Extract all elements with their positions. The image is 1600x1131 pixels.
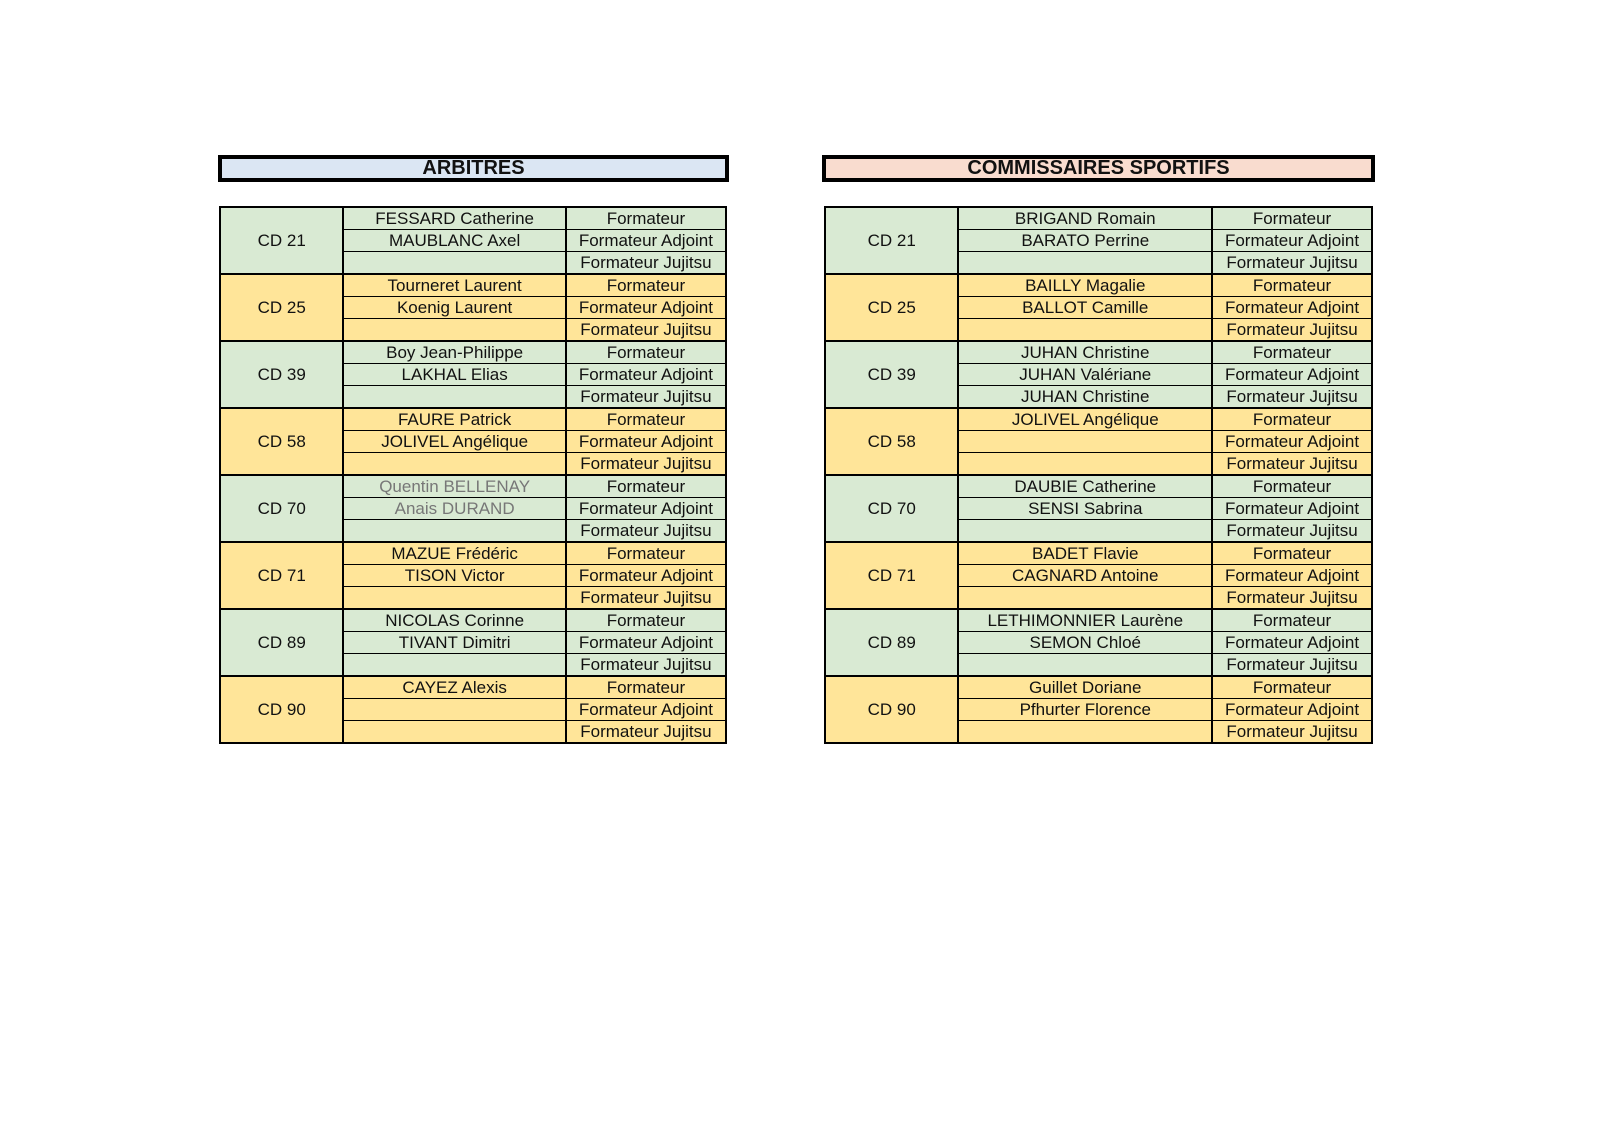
committee-cell: CD 58 [825, 408, 958, 475]
table-row [825, 676, 1372, 699]
person-name-cell: MAZUE Frédéric [343, 542, 565, 565]
person-name-cell: Pfhurter Florence [958, 699, 1212, 721]
role-cell: Formateur [566, 475, 726, 498]
person-name-cell: BRIGAND Romain [958, 207, 1212, 230]
role-cell: Formateur [566, 207, 726, 230]
role-cell: Formateur Adjoint [1212, 431, 1372, 453]
role-cell: Formateur Jujitsu [566, 319, 726, 342]
person-name-cell [343, 453, 565, 476]
person-name-cell: Quentin BELLENAY [343, 475, 565, 498]
committee-cell: CD 21 [220, 207, 343, 274]
person-name-cell: NICOLAS Corinne [343, 609, 565, 632]
committee-cell: CD 70 [825, 475, 958, 542]
person-name-cell: SENSI Sabrina [958, 498, 1212, 520]
person-name-cell [958, 252, 1212, 275]
role-cell: Formateur Jujitsu [566, 252, 726, 275]
role-cell: Formateur Jujitsu [566, 587, 726, 610]
table-row [220, 408, 726, 431]
arbitres-title: ARBITRES [218, 155, 729, 182]
person-name-cell: FESSARD Catherine [343, 207, 565, 230]
table-row [825, 207, 1372, 230]
person-name-cell: TISON Victor [343, 565, 565, 587]
role-cell: Formateur Jujitsu [1212, 520, 1372, 543]
role-cell: Formateur [1212, 341, 1372, 364]
role-cell: Formateur [1212, 207, 1372, 230]
role-cell: Formateur Adjoint [1212, 297, 1372, 319]
table-row [825, 408, 1372, 431]
table-row [220, 542, 726, 565]
person-name-cell: MAUBLANC Axel [343, 230, 565, 252]
person-name-cell: Guillet Doriane [958, 676, 1212, 699]
person-name-cell: CAYEZ Alexis [343, 676, 565, 699]
role-cell: Formateur [1212, 274, 1372, 297]
person-name-cell [343, 587, 565, 610]
person-name-cell: Anais DURAND [343, 498, 565, 520]
role-cell: Formateur Adjoint [1212, 632, 1372, 654]
role-cell: Formateur [566, 341, 726, 364]
role-cell: Formateur Adjoint [566, 364, 726, 386]
role-cell: Formateur Adjoint [566, 297, 726, 319]
committee-cell: CD 89 [825, 609, 958, 676]
committee-cell: CD 58 [220, 408, 343, 475]
committee-cell: CD 39 [220, 341, 343, 408]
committee-cell: CD 89 [220, 609, 343, 676]
role-cell: Formateur Jujitsu [1212, 654, 1372, 677]
commissaires-table [824, 206, 1373, 744]
role-cell: Formateur [566, 609, 726, 632]
role-cell: Formateur Jujitsu [1212, 453, 1372, 476]
role-cell: Formateur Adjoint [1212, 364, 1372, 386]
role-cell: Formateur [566, 676, 726, 699]
role-cell: Formateur Jujitsu [1212, 386, 1372, 409]
committee-cell: CD 90 [825, 676, 958, 743]
committee-cell: CD 25 [220, 274, 343, 341]
person-name-cell: JUHAN Christine [958, 341, 1212, 364]
person-name-cell [958, 721, 1212, 744]
person-name-cell: Boy Jean-Philippe [343, 341, 565, 364]
committee-cell: CD 39 [825, 341, 958, 408]
role-cell: Formateur Jujitsu [566, 721, 726, 744]
person-name-cell: LAKHAL Elias [343, 364, 565, 386]
person-name-cell: SEMON Chloé [958, 632, 1212, 654]
person-name-cell: LETHIMONNIER Laurène [958, 609, 1212, 632]
table-row [220, 207, 726, 230]
table-row [825, 609, 1372, 632]
person-name-cell [958, 520, 1212, 543]
person-name-cell [343, 520, 565, 543]
role-cell: Formateur [1212, 609, 1372, 632]
person-name-cell [343, 386, 565, 409]
committee-cell: CD 25 [825, 274, 958, 341]
person-name-cell: BADET Flavie [958, 542, 1212, 565]
person-name-cell [958, 587, 1212, 610]
person-name-cell [343, 721, 565, 744]
role-cell: Formateur [1212, 475, 1372, 498]
arbitres-table [219, 206, 727, 744]
role-cell: Formateur Jujitsu [566, 453, 726, 476]
role-cell: Formateur Adjoint [566, 230, 726, 252]
person-name-cell: BALLOT Camille [958, 297, 1212, 319]
person-name-cell: BARATO Perrine [958, 230, 1212, 252]
table-row [825, 542, 1372, 565]
role-cell: Formateur [1212, 408, 1372, 431]
table-row [220, 676, 726, 699]
committee-cell: CD 21 [825, 207, 958, 274]
person-name-cell: Koenig Laurent [343, 297, 565, 319]
committee-cell: CD 71 [825, 542, 958, 609]
role-cell: Formateur Adjoint [566, 431, 726, 453]
role-cell: Formateur [566, 274, 726, 297]
role-cell: Formateur [566, 542, 726, 565]
role-cell: Formateur [566, 408, 726, 431]
table-row [825, 475, 1372, 498]
person-name-cell: CAGNARD Antoine [958, 565, 1212, 587]
person-name-cell: FAURE Patrick [343, 408, 565, 431]
role-cell: Formateur Adjoint [566, 565, 726, 587]
role-cell: Formateur Adjoint [566, 498, 726, 520]
role-cell: Formateur Jujitsu [566, 520, 726, 543]
table-row [825, 274, 1372, 297]
role-cell: Formateur Adjoint [566, 699, 726, 721]
person-name-cell [343, 252, 565, 275]
person-name-cell [343, 319, 565, 342]
table-row [220, 274, 726, 297]
role-cell: Formateur Jujitsu [1212, 587, 1372, 610]
role-cell: Formateur [1212, 542, 1372, 565]
committee-cell: CD 70 [220, 475, 343, 542]
person-name-cell [343, 654, 565, 677]
committee-cell: CD 71 [220, 542, 343, 609]
person-name-cell: JOLIVEL Angélique [343, 431, 565, 453]
person-name-cell [958, 431, 1212, 453]
table-row [220, 475, 726, 498]
role-cell: Formateur Adjoint [566, 632, 726, 654]
role-cell: Formateur Adjoint [1212, 498, 1372, 520]
person-name-cell: DAUBIE Catherine [958, 475, 1212, 498]
committee-cell: CD 90 [220, 676, 343, 743]
person-name-cell: BAILLY Magalie [958, 274, 1212, 297]
role-cell: Formateur Adjoint [1212, 699, 1372, 721]
table-row [825, 341, 1372, 364]
person-name-cell [343, 699, 565, 721]
role-cell: Formateur Adjoint [1212, 565, 1372, 587]
role-cell: Formateur Adjoint [1212, 230, 1372, 252]
role-cell: Formateur Jujitsu [566, 386, 726, 409]
role-cell: Formateur [1212, 676, 1372, 699]
person-name-cell [958, 654, 1212, 677]
person-name-cell: JUHAN Christine [958, 386, 1212, 409]
role-cell: Formateur Jujitsu [1212, 721, 1372, 744]
role-cell: Formateur Jujitsu [1212, 319, 1372, 342]
person-name-cell [958, 319, 1212, 342]
table-row [220, 341, 726, 364]
person-name-cell [958, 453, 1212, 476]
person-name-cell: TIVANT Dimitri [343, 632, 565, 654]
person-name-cell: Tourneret Laurent [343, 274, 565, 297]
table-row [220, 609, 726, 632]
person-name-cell: JUHAN Valériane [958, 364, 1212, 386]
person-name-cell: JOLIVEL Angélique [958, 408, 1212, 431]
role-cell: Formateur Jujitsu [1212, 252, 1372, 275]
role-cell: Formateur Jujitsu [566, 654, 726, 677]
commissaires-title: COMMISSAIRES SPORTIFS [822, 155, 1375, 182]
